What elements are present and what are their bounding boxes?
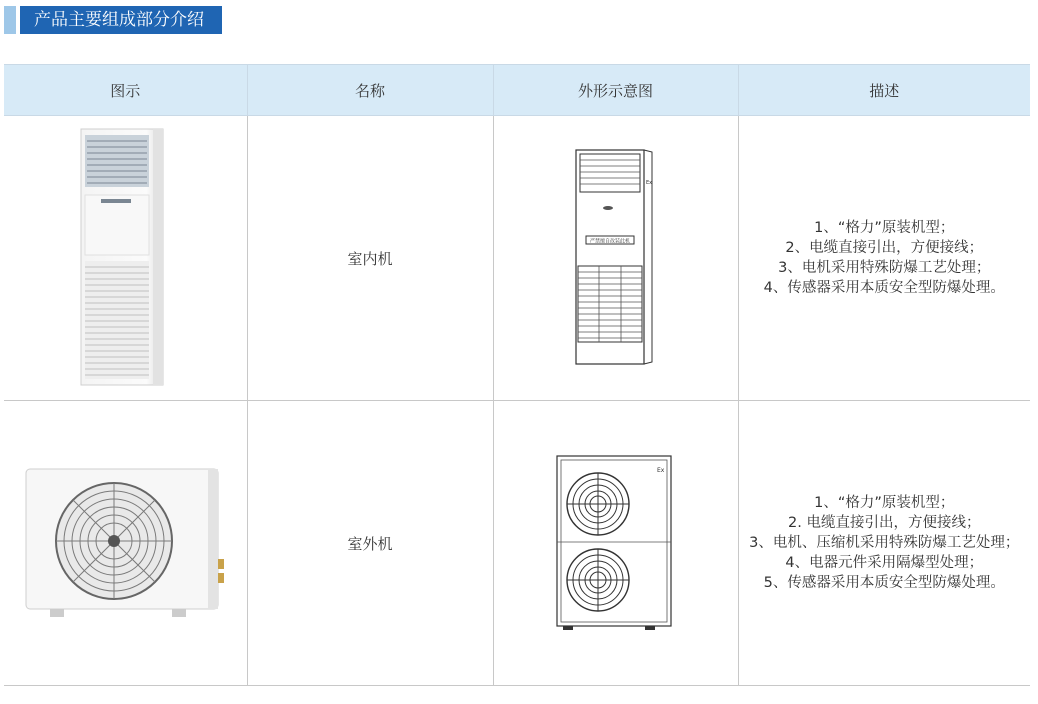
description-line: 2、电缆直接引出，方便接线；	[785, 240, 984, 256]
section-accent-bar	[4, 6, 16, 34]
description-line: 1、“格力”原装机型；	[814, 220, 955, 236]
description-line: 5、传感器采用本质安全型防爆处理。	[763, 575, 1005, 591]
header-illustration: 图示	[4, 65, 247, 116]
table-row	[4, 116, 1030, 401]
indoor-unit-photo-cell	[4, 116, 247, 401]
section-header	[4, 6, 222, 34]
indoor-unit-description	[738, 116, 1030, 401]
ex-mark: Ex	[656, 467, 664, 474]
description-line: 2. 电缆直接引出，方便接线；	[788, 515, 981, 531]
indoor-unit-photo	[75, 127, 175, 389]
description-line: 3、电机、压缩机采用特殊防爆工艺处理；	[749, 535, 1020, 551]
table-row	[4, 401, 1030, 686]
description-line: 3、电机采用特殊防爆工艺处理；	[778, 260, 991, 276]
description-line: 4、传感器采用本质安全型防爆处理。	[763, 280, 1005, 296]
indoor-unit-outline-diagram	[574, 148, 658, 368]
outdoor-unit-name: 室外机	[247, 401, 493, 686]
description-line: 4、电器元件采用隔爆型处理；	[785, 555, 984, 571]
outdoor-unit-outline-diagram	[553, 452, 679, 634]
outdoor-unit-description	[738, 401, 1030, 686]
indoor-unit-name: 室内机	[247, 116, 493, 401]
components-table	[4, 64, 1030, 686]
section-title: 产品主要组成部分介绍	[20, 6, 222, 34]
ex-mark: Ex	[645, 180, 652, 186]
outdoor-unit-diagram-cell	[493, 401, 738, 686]
table-header-row	[4, 65, 1030, 116]
indoor-unit-diagram-cell	[493, 116, 738, 401]
header-outline-diagram: 外形示意图	[493, 65, 738, 116]
header-description: 描述	[738, 65, 1030, 116]
warning-label: 严禁擅自改装此机	[589, 238, 630, 245]
header-name: 名称	[247, 65, 493, 116]
outdoor-unit-photo-cell	[4, 401, 247, 686]
description-line: 1、“格力”原装机型；	[814, 495, 955, 511]
outdoor-unit-photo	[22, 463, 228, 623]
